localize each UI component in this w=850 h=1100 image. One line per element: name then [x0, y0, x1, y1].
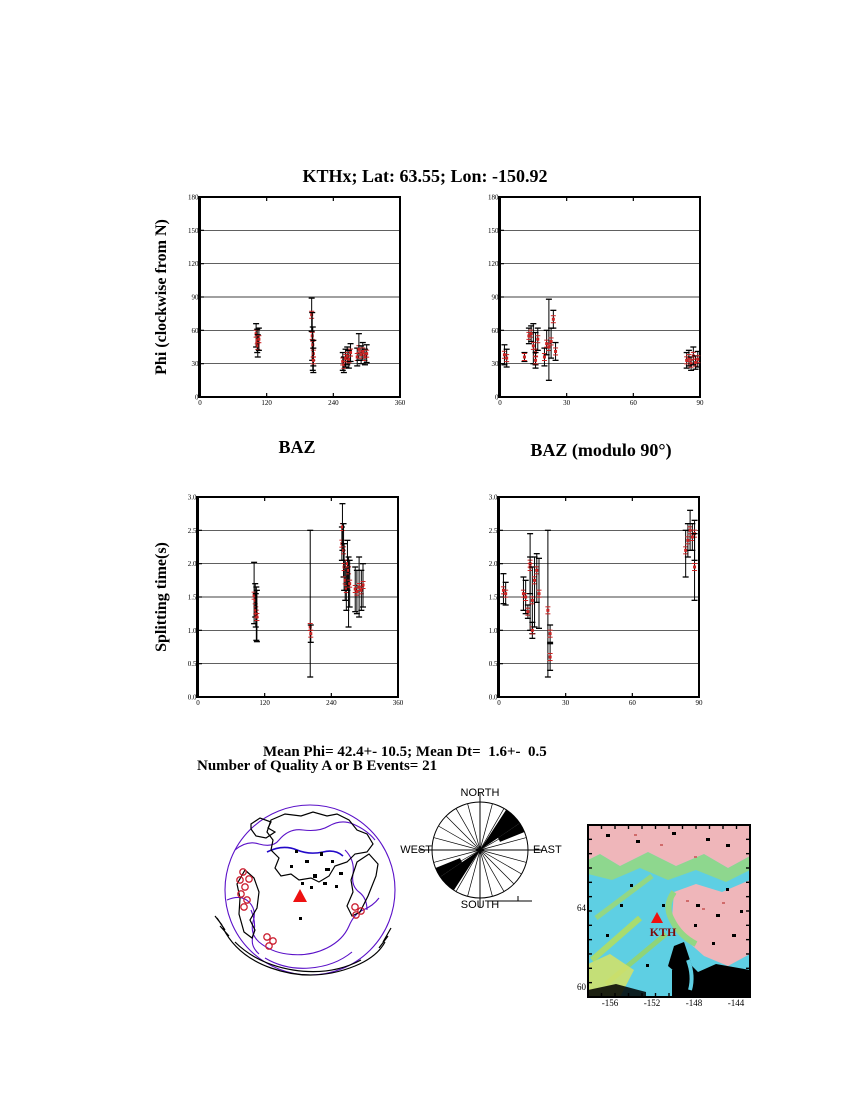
svg-text:90: 90: [695, 699, 703, 707]
svg-text:240: 240: [328, 399, 339, 407]
svg-text:1.5: 1.5: [187, 593, 197, 602]
phi-vs-baz-mod90-plot: [456, 191, 712, 413]
svg-text:60: 60: [491, 326, 499, 335]
svg-text:180: 180: [188, 193, 199, 202]
svg-text:30: 30: [562, 699, 570, 707]
map-lat-tick-60: 60: [577, 982, 586, 992]
svg-text:90: 90: [491, 293, 499, 302]
subduction-line: [267, 847, 343, 856]
svg-text:150: 150: [488, 226, 499, 235]
mean-phi-dt-text: Mean Phi= 42.4+- 10.5; Mean Dt= 1.6+- 0.5: [263, 744, 547, 760]
map-lat-tick-64: 64: [577, 903, 586, 913]
station-label: KTH: [649, 925, 677, 939]
event-count-text: Number of Quality A or B Events= 21: [197, 758, 438, 774]
svg-text:240: 240: [326, 699, 337, 707]
svg-text:3.0: 3.0: [187, 493, 197, 502]
svg-text:2.5: 2.5: [187, 526, 197, 535]
svg-text:360: 360: [394, 399, 406, 407]
svg-text:1.5: 1.5: [488, 593, 498, 602]
svg-text:0: 0: [195, 393, 199, 402]
svg-text:2.0: 2.0: [187, 560, 197, 569]
rose-north-label: NORTH: [460, 787, 500, 799]
svg-text:1.0: 1.0: [187, 626, 197, 635]
rose-south-label: SOUTH: [460, 899, 500, 911]
baz-mod90-axis-label: BAZ (modulo 90°): [530, 440, 672, 460]
map-lon-tick-152: -152: [643, 998, 661, 1008]
svg-text:0: 0: [498, 399, 502, 407]
svg-text:30: 30: [563, 399, 571, 407]
svg-text:60: 60: [191, 326, 199, 335]
map-lon-tick-156: -156: [601, 998, 619, 1008]
svg-text:60: 60: [629, 399, 637, 407]
svg-text:3.0: 3.0: [488, 493, 498, 502]
svg-text:1.0: 1.0: [488, 626, 498, 635]
svg-text:0: 0: [196, 699, 200, 707]
svg-text:150: 150: [188, 226, 199, 235]
svg-text:120: 120: [488, 260, 499, 269]
svg-text:30: 30: [191, 360, 199, 369]
svg-text:360: 360: [392, 699, 404, 707]
svg-text:2.5: 2.5: [488, 526, 498, 535]
svg-text:90: 90: [696, 399, 704, 407]
svg-text:0: 0: [198, 399, 202, 407]
svg-text:2.0: 2.0: [488, 560, 498, 569]
svg-text:0: 0: [497, 699, 501, 707]
svg-text:30: 30: [491, 360, 499, 369]
svg-text:0: 0: [495, 393, 499, 402]
splitting-time-vs-baz-plot: [154, 491, 410, 713]
map-lon-tick-148: -148: [685, 998, 703, 1008]
phi-axis-label: Phi (clockwise from N): [153, 219, 170, 375]
splitting-time-axis-label: Splitting time(s): [153, 542, 170, 652]
station-triangle-globe: [293, 889, 307, 902]
phi-vs-baz-plot: [156, 191, 412, 413]
svg-text:120: 120: [259, 699, 270, 707]
svg-text:60: 60: [628, 699, 636, 707]
page-title: KTHx; Lat: 63.55; Lon: -150.92: [302, 166, 548, 186]
baz-axis-label: BAZ: [278, 437, 316, 457]
svg-text:0.0: 0.0: [187, 693, 197, 702]
svg-text:90: 90: [191, 293, 199, 302]
svg-text:180: 180: [488, 193, 499, 202]
station-topo-map: [576, 814, 756, 1008]
rose-east-label: EAST: [533, 844, 562, 856]
svg-text:120: 120: [188, 260, 199, 269]
world-map: [205, 790, 405, 1000]
svg-text:0.5: 0.5: [488, 660, 498, 669]
svg-text:120: 120: [261, 399, 272, 407]
splitting-time-vs-baz-mod90-plot: [455, 491, 711, 713]
svg-text:0.0: 0.0: [488, 693, 498, 702]
map-lon-tick-144: -144: [727, 998, 745, 1008]
rose-west-label: WEST: [400, 844, 432, 856]
svg-text:0.5: 0.5: [187, 660, 197, 669]
